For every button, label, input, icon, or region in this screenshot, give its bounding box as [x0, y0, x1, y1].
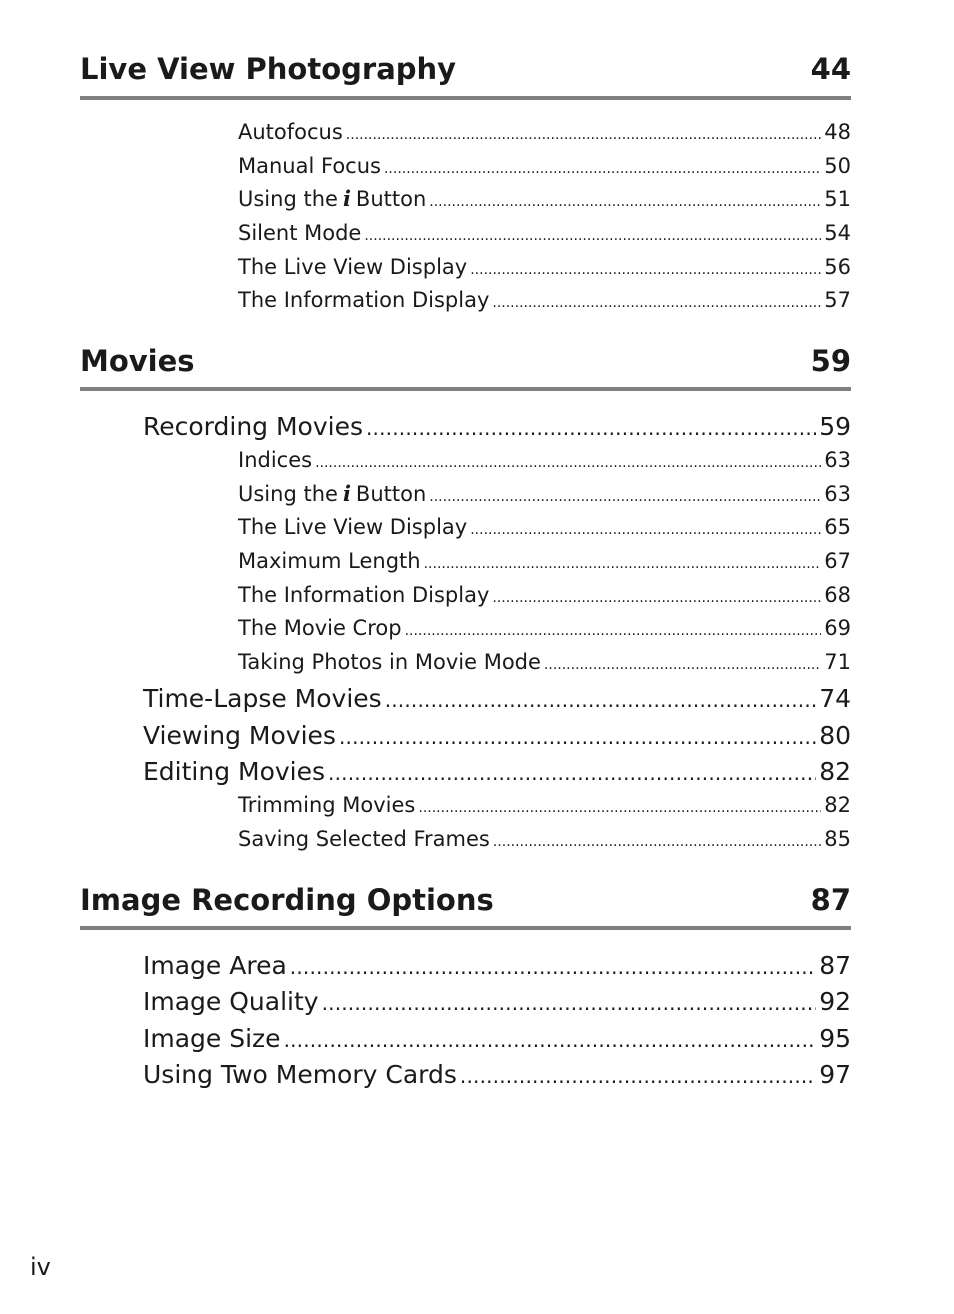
- section-page-number: 44: [810, 52, 851, 86]
- entry-page-number: 63: [824, 482, 851, 506]
- section-title: Movies: [80, 344, 195, 378]
- entry-title-post: Button: [355, 482, 427, 506]
- entry-page-number: 87: [819, 951, 851, 980]
- dot-leader: [290, 951, 816, 982]
- dot-leader: [364, 220, 821, 249]
- dot-leader: [429, 186, 821, 215]
- entry-title: Manual Focus: [238, 154, 381, 178]
- section-title: Live View Photography: [80, 52, 457, 86]
- entry-page-number: 68: [824, 583, 851, 607]
- dot-leader: [384, 153, 821, 182]
- section-heading-movies: [80, 338, 851, 378]
- dot-leader: [418, 792, 821, 821]
- entry-title: Editing Movies: [143, 757, 326, 786]
- entry-page-number: 82: [824, 793, 851, 817]
- entry-page-number: 95: [819, 1024, 851, 1053]
- dot-leader: [385, 684, 817, 715]
- section-title: Image Recording Options: [80, 883, 494, 917]
- entry-page-number: 63: [824, 448, 851, 472]
- section-page-number: 87: [810, 883, 851, 917]
- entry-title: The Movie Crop: [238, 616, 402, 640]
- dot-leader: [346, 119, 821, 148]
- toc-entry-image-size[interactable]: [143, 1024, 851, 1054]
- dot-leader: [405, 615, 822, 644]
- entry-page-number: 59: [819, 412, 851, 441]
- toc-entry-saving-frames[interactable]: [238, 826, 851, 852]
- toc-entry-live-view-display[interactable]: [238, 254, 851, 280]
- entry-title: Image Area: [143, 951, 287, 980]
- entry-title: Time-Lapse Movies: [143, 684, 382, 713]
- dot-leader: [492, 287, 821, 316]
- toc-entry-taking-photos[interactable]: [238, 649, 851, 675]
- toc-entry-maximum-length[interactable]: [238, 548, 851, 574]
- i-button-icon: i: [342, 186, 351, 211]
- entry-page-number: 67: [824, 549, 851, 573]
- toc-entry-information-display[interactable]: [238, 287, 851, 313]
- dot-leader: [470, 254, 821, 283]
- entry-title: Maximum Length: [238, 549, 421, 573]
- toc-entry-autofocus[interactable]: [238, 119, 851, 145]
- entry-title: The Information Display: [238, 288, 490, 312]
- section-page-number: 59: [810, 344, 851, 378]
- dot-leader: [470, 514, 821, 543]
- entry-title: [238, 481, 426, 507]
- entry-page-number: 65: [824, 515, 851, 539]
- entry-title: The Information Display: [238, 583, 490, 607]
- entry-page-number: 57: [824, 288, 851, 312]
- dot-leader: [284, 1024, 817, 1055]
- entry-title: Image Quality: [143, 987, 319, 1016]
- entry-page-number: 54: [824, 221, 851, 245]
- toc-entry-movie-crop[interactable]: [238, 615, 851, 641]
- dot-leader: [544, 649, 821, 678]
- entry-title: Recording Movies: [143, 412, 363, 441]
- section-divider: [80, 96, 851, 100]
- toc-entry-trimming-movies[interactable]: [238, 792, 851, 818]
- toc-entry-indices[interactable]: [238, 447, 851, 473]
- section-divider: [80, 926, 851, 930]
- section-heading-image-recording: [80, 877, 851, 917]
- entry-title: Taking Photos in Movie Mode: [238, 650, 541, 674]
- entry-page-number: 48: [824, 120, 851, 144]
- entry-title: Indices: [238, 448, 313, 472]
- entry-title: The Live View Display: [238, 515, 468, 539]
- toc-entry-time-lapse[interactable]: [143, 684, 851, 714]
- dot-leader: [315, 447, 821, 476]
- entry-page-number: 92: [819, 987, 851, 1016]
- dot-leader: [339, 721, 816, 752]
- dot-leader: [492, 582, 821, 611]
- dot-leader: [493, 826, 821, 855]
- entry-page-number: 85: [824, 827, 851, 851]
- dot-leader: [328, 757, 816, 788]
- toc-entry-live-view-display-movies[interactable]: [238, 514, 851, 540]
- dot-leader: [366, 412, 816, 443]
- entry-page-number: 71: [824, 650, 851, 674]
- dot-leader: [322, 987, 817, 1018]
- toc-entry-i-button[interactable]: [238, 186, 851, 212]
- entry-title: [238, 186, 426, 212]
- toc-entry-i-button-movies[interactable]: [238, 481, 851, 507]
- entry-title: The Live View Display: [238, 255, 468, 279]
- entry-page-number: 82: [819, 757, 851, 786]
- entry-title: Image Size: [143, 1024, 281, 1053]
- toc-entry-editing-movies[interactable]: [143, 757, 851, 787]
- entry-page-number: 56: [824, 255, 851, 279]
- entry-title: Silent Mode: [238, 221, 362, 245]
- toc-entry-viewing-movies[interactable]: [143, 721, 851, 751]
- entry-title-post: Button: [355, 187, 427, 211]
- dot-leader: [460, 1060, 816, 1091]
- entry-page-number: 74: [819, 684, 851, 713]
- toc-entry-recording-movies[interactable]: [143, 412, 851, 442]
- section-divider: [80, 387, 851, 391]
- section-heading-live-view: [80, 46, 851, 86]
- dot-leader: [429, 481, 821, 510]
- entry-title-pre: Using the: [238, 187, 338, 211]
- toc-entry-information-display-movies[interactable]: [238, 582, 851, 608]
- toc-entry-silent-mode[interactable]: [238, 220, 851, 246]
- entry-page-number: 51: [824, 187, 851, 211]
- entry-title: Trimming Movies: [238, 793, 416, 817]
- entry-title: Autofocus: [238, 120, 343, 144]
- toc-entry-two-memory-cards[interactable]: [143, 1060, 851, 1090]
- entry-title: Viewing Movies: [143, 721, 336, 750]
- toc-entry-manual-focus[interactable]: [238, 153, 851, 179]
- dot-leader: [424, 548, 822, 577]
- entry-title: Saving Selected Frames: [238, 827, 490, 851]
- entry-page-number: 69: [824, 616, 851, 640]
- entry-title-pre: Using the: [238, 482, 338, 506]
- i-button-icon: i: [342, 481, 351, 506]
- toc-entry-image-quality[interactable]: [143, 987, 851, 1017]
- entry-page-number: 97: [819, 1060, 851, 1089]
- toc-entry-image-area[interactable]: [143, 951, 851, 981]
- entry-page-number: 50: [824, 154, 851, 178]
- page-folio: iv: [30, 1253, 51, 1281]
- entry-title: Using Two Memory Cards: [143, 1060, 457, 1089]
- entry-page-number: 80: [819, 721, 851, 750]
